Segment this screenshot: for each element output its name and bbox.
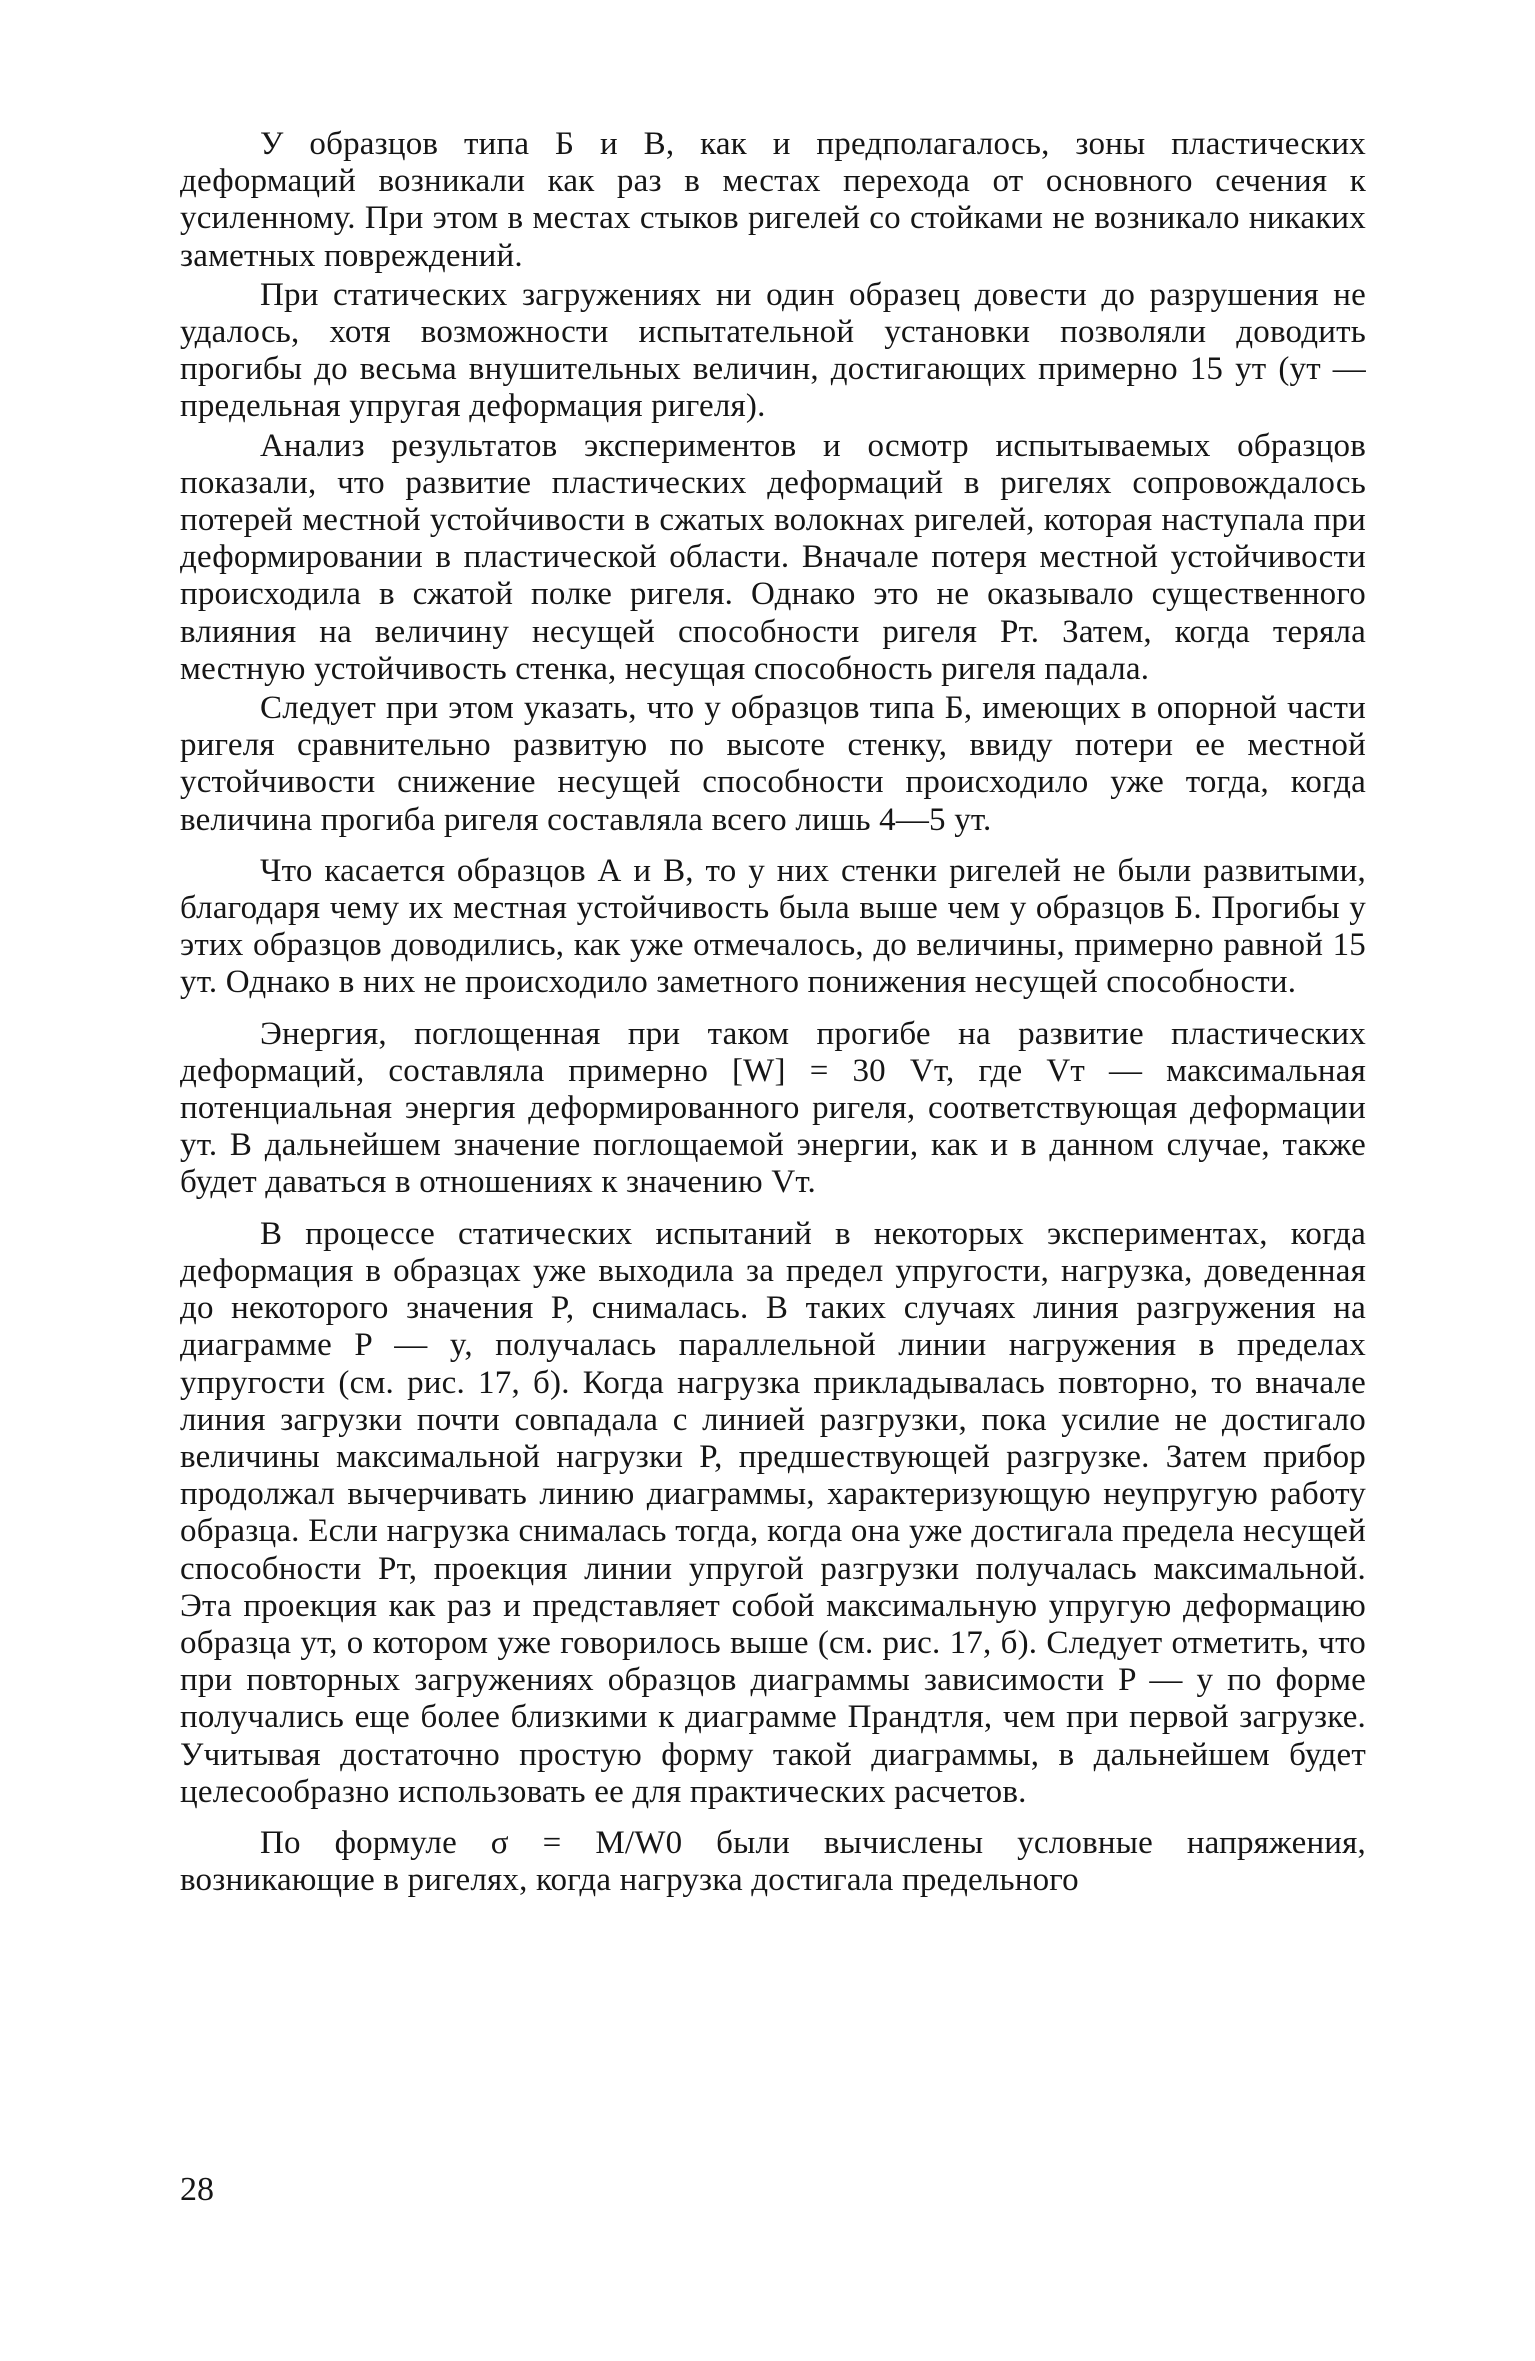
paragraph-3: Анализ результатов экспериментов и осмотр испытываемых образцов показали, что развитие пластических деформаций в ригелях сопровождалось потерей местной устойчивости в сжатых волокнах ригелей, которая наступала при деформировании в пластической области. Вначале потеря местной устойчивости происходила в сжатой полке ригеля. Однако это не оказывало существенного влияния на величину несущей способности ригеля Pт. Затем, когда теряла местную устойчивость стенка, несущая способность ригеля падала. [180,427,1366,687]
paragraph-5: Что касается образцов А и В, то у них стенки ригелей не были развитыми, благодаря чему их местная устойчивость была выше чем у образцов Б. Прогибы у этих образцов доводились, как уже отмечалось, до величины, примерно равной 15 yт. Однако в них не происходило заметного понижения несущей способности. [180,852,1366,1001]
page-body [180,126,1366,2266]
paragraph-4: Следует при этом указать, что у образцов типа Б, имеющих в опорной части ригеля сравнительно развитую по высоте стенку, ввиду потери ее местной устойчивости снижение несущей способности происходило уже тогда, когда величина прогиба ригеля составляла всего лишь 4—5 yт. [180,690,1366,838]
paragraph-1: У образцов типа Б и В, как и предполагалось, зоны пластических деформаций возникали как раз в местах перехода от основного сечения к усиленному. При этом в местах стыков ригелей со стойками не возникало никаких заметных повреждений. [180,126,1366,274]
paragraph-6: Энергия, поглощенная при таком прогибе на развитие пластических деформаций, составляла примерно [W] = 30 Vт, где Vт — максимальная потенциальная энергия деформированного ригеля, соответствующая деформации yт. В дальнейшем значение поглощаемой энергии, как и в данном случае, также будет даваться в отношениях к значению Vт. [180,1015,1366,1201]
paragraph-7: В процессе статических испытаний в некоторых экспериментах, когда деформация в образцах уже выходила за предел упругости, нагрузка, доведенная до некоторого значения P, снималась. В таких случаях линия разгружения на диаграмме P — y, получалась параллельной линии нагружения в пределах упругости (см. рис. 17, б). Когда нагрузка прикладывалась повторно, то вначале линия загрузки почти совпадала с линией разгрузки, пока усилие не достигало величины максимальной нагрузки P, предшествующей разгрузке. Затем прибор продолжал вычерчивать линию диаграммы, характеризующую неупругую работу образца. Если нагрузка снималась тогда, когда она уже достигала предела несущей способности Pт, проекция линии упругой разгрузки получалась максимальной. Эта проекция как раз и представляет собой максимальную упругую деформацию образца yт, о котором уже говорилось выше (см. рис. 17, б). Следует отметить, что при повторных загружениях образцов диаграммы зависимости P — y по форме получались еще более близкими к диаграмме Прандтля, чем при первой загрузке. Учитывая достаточно простую форму такой диаграммы, в дальнейшем будет целесообразно использовать ее для практических расчетов. [180,1215,1366,1810]
paragraph-2: При статических загружениях ни один образец довести до разрушения не удалось, хотя возможности испытательной установки позволяли доводить прогибы до весьма внушительных величин, достигающих примерно 15 yт (yт — предельная упругая деформация ригеля). [180,276,1366,425]
page-number: 28 [180,2171,214,2208]
paragraph-8: По формуле σ = M/W0 были вычислены условные напряжения, возникающие в ригелях, когда нагрузка достигала предельного [180,1824,1366,1899]
